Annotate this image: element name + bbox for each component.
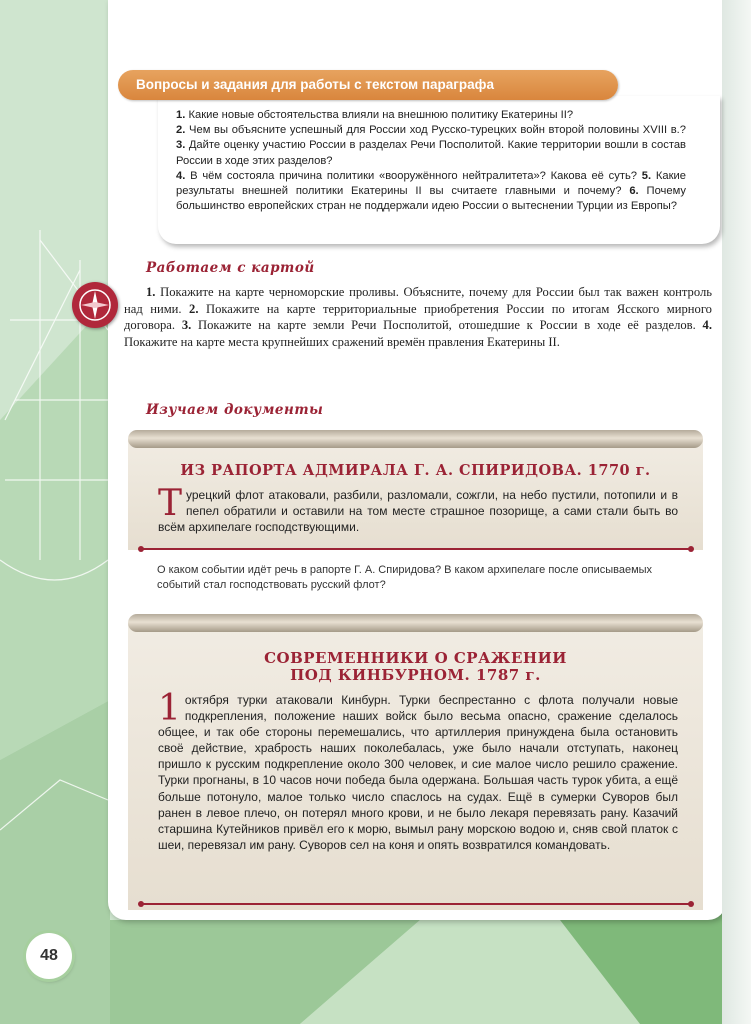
map-task-num: 1.: [146, 285, 156, 299]
questions-header: Вопросы и задания для работы с текстом параграфа: [118, 70, 618, 100]
divider-rule: [142, 548, 690, 550]
map-tasks: [124, 284, 712, 350]
document-2-title-line2: ПОД КИНБУРНОМ. 1787 г.: [290, 666, 541, 684]
map-task-text: Покажите на карте места крупнейших сражений времён правления Екатерины II.: [124, 334, 560, 349]
question-text: Почему большинство европейских стран не поддержали идею России о вытеснении Турции из Европы?: [176, 185, 687, 213]
map-task-num: 2.: [189, 301, 199, 316]
page-number: 48: [26, 933, 72, 979]
scroll-roll-top: [128, 430, 703, 448]
compass-icon: [72, 282, 118, 328]
document-1-dropcap: Т: [158, 483, 183, 524]
question-text: Какие результаты внешней политики Екатерины II вы считаете главными и почему?: [176, 169, 686, 198]
question-num: 6.: [629, 185, 639, 198]
documents-section-title: Изучаем документы: [146, 402, 324, 418]
document-2-body: октября турки атаковали Кинбурн. Турки беспрестанно с флота получали новые подкрепления, положение наших войск было весьма опасно, сражение сделалось общее, и так обе стороны перемешались, что артиллерия принуждена была остановить своё действие, храбрость наших поколебалась, уже было начали отступать, наконец пришло к русским подкрепление около 300 человек, и сие малое число решило сражение. Турки прогнаны, в 10 часов ночи победа была одержана. Большая часть турок убита, а ещё больше потонуло, малое только число спаслось на судах. Ещё в сумерки Суворов был ранен в левое плечо, он потерял много крови, и не было лекаря перевязать рану. Казачий старшина Кутейников привёл его к морю, вымыл рану морскою водою и, сняв свой платок с шеи, перевязал им рану. Суворов сел на коня и опять возвратился командовать.: [158, 693, 678, 852]
question-text: Какие новые обстоятельства влияли на внешнюю политику Екатерины II?: [185, 109, 574, 121]
question-num: 3.: [176, 139, 186, 152]
map-task-text: Покажите на карте территориальные приобретения России по итогам Ясского мирного договора.: [124, 301, 712, 333]
document-2-dropcap: 1: [158, 688, 181, 729]
question-num: 4.: [176, 169, 186, 182]
divider-rule: [142, 903, 690, 905]
question-text: В чём состояла причина политики «вооружённого нейтралитета»? Какова её суть?: [185, 169, 638, 182]
document-2-title-line1: СОВРЕМЕННИКИ О СРАЖЕНИИ: [264, 649, 567, 667]
map-task-num: 3.: [181, 318, 192, 333]
question-text: Дайте оценку участию России в разделах Речи Посполитой. Какие территории вошли в состав России в ходе этих разделов?: [176, 139, 686, 167]
map-task-text: Покажите на карте черноморские проливы. Объясните, почему для России был так важен контроль над ними.: [124, 285, 712, 316]
document-1-question: О каком событии идёт речь в рапорте Г. А. Спиридова? В каком архипелаге после описываемых событий стал господствовать русский флот?: [157, 564, 653, 591]
document-1-text: [158, 483, 678, 535]
page-edge: [722, 0, 751, 1024]
map-section-title: Работаем с картой: [146, 260, 315, 276]
question-num: 5.: [641, 169, 652, 182]
document-2-title: [140, 650, 691, 684]
question-text: Чем вы объясните успешный для России ход Русско-турецких войн второй половины XVIII в.?: [185, 124, 686, 137]
document-1-title: ИЗ РАПОРТА АДМИРАЛА Г. А. СПИРИДОВА. 1770 г.: [180, 462, 651, 479]
question-num: 1.: [176, 109, 186, 121]
map-task-num: 4.: [702, 318, 712, 333]
map-task-text: Покажите на карте земли Речи Посполитой, отошедшие к России в ходе её разделов.: [191, 318, 696, 333]
document-1-body: урецкий флот атаковали, разбили, разломали, сожгли, на небо пустили, потопили и в пепел обратили и оставили на том месте страшное позорище, а сами стали быть во всём архипелаге господствующими.: [158, 488, 678, 535]
question-num: 2.: [176, 124, 186, 137]
scroll-roll-top: [128, 614, 703, 632]
document-2-text: [158, 688, 678, 853]
questions-list: [176, 108, 686, 214]
